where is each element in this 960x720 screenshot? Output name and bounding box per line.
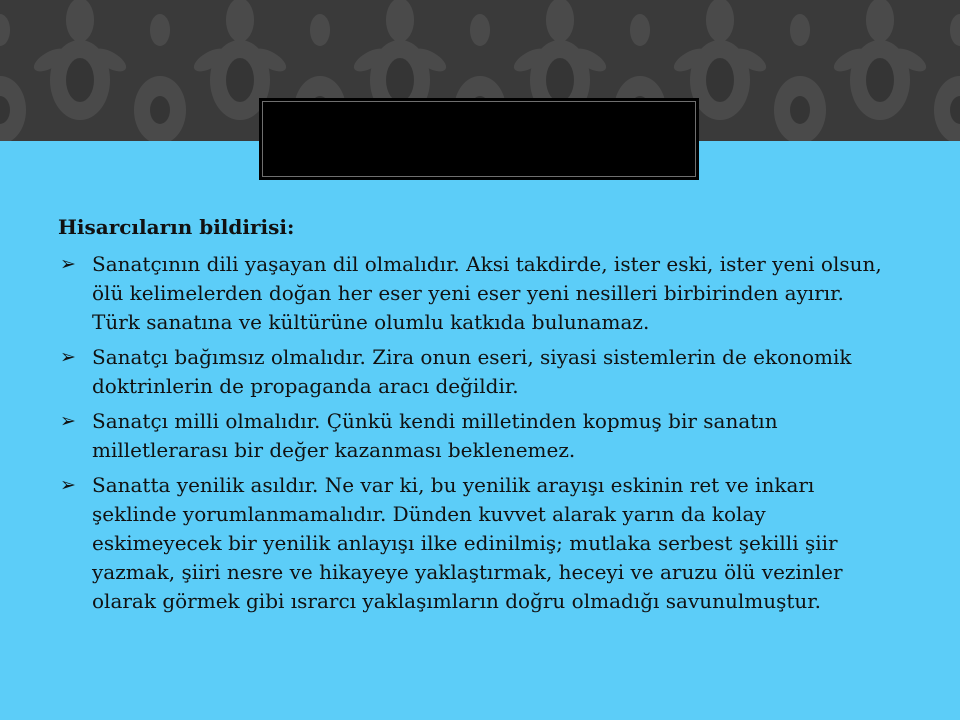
content-heading: Hisarcıların bildirisi:	[58, 215, 295, 239]
bullet-list	[58, 250, 898, 616]
bullet-text: Sanatta yenilik asıldır. Ne var ki, bu yenilik arayışı eskinin ret ve inkarı şeklinde yorumlanmamalıdır. Dünden kuvvet alarak yarın da kolay eskimeyecek bir yenilik anlayışı ilke edinilmiş; mutlaka serbest şekilli şiir yazmak, şiiri nesre ve hikayeye yaklaştırmak, heceyi ve aruzu ölü vezinler olarak görmek gibi ısrarcı yaklaşımların doğru olmadığı savunulmuştur.	[92, 473, 843, 613]
arrowhead-bullet-icon: ➢	[60, 253, 76, 275]
bullet-text: Sanatçı bağımsız olmalıdır. Zira onun eseri, siyasi sistemlerin de ekonomik doktrinlerin de propaganda aracı değildir.	[92, 345, 852, 398]
arrowhead-bullet-icon: ➢	[60, 474, 76, 496]
bullet-text: Sanatçı milli olmalıdır. Çünkü kendi milletinden kopmuş bir sanatın milletlerarası bir değer kazanması beklenemez.	[92, 409, 778, 462]
slide-content	[58, 213, 898, 622]
list-item	[58, 407, 898, 465]
list-item	[58, 250, 898, 337]
arrowhead-bullet-icon: ➢	[60, 410, 76, 432]
list-item	[58, 343, 898, 401]
title-box	[259, 98, 699, 180]
list-item	[58, 471, 898, 616]
bullet-text: Sanatçının dili yaşayan dil olmalıdır. Aksi takdirde, ister eski, ister yeni olsun, ölü kelimelerden doğan her eser yeni eser yeni nesilleri birbirinden ayırır. Türk sanatına ve kültürüne olumlu katkıda bulunamaz.	[92, 252, 882, 334]
arrowhead-bullet-icon: ➢	[60, 346, 76, 368]
